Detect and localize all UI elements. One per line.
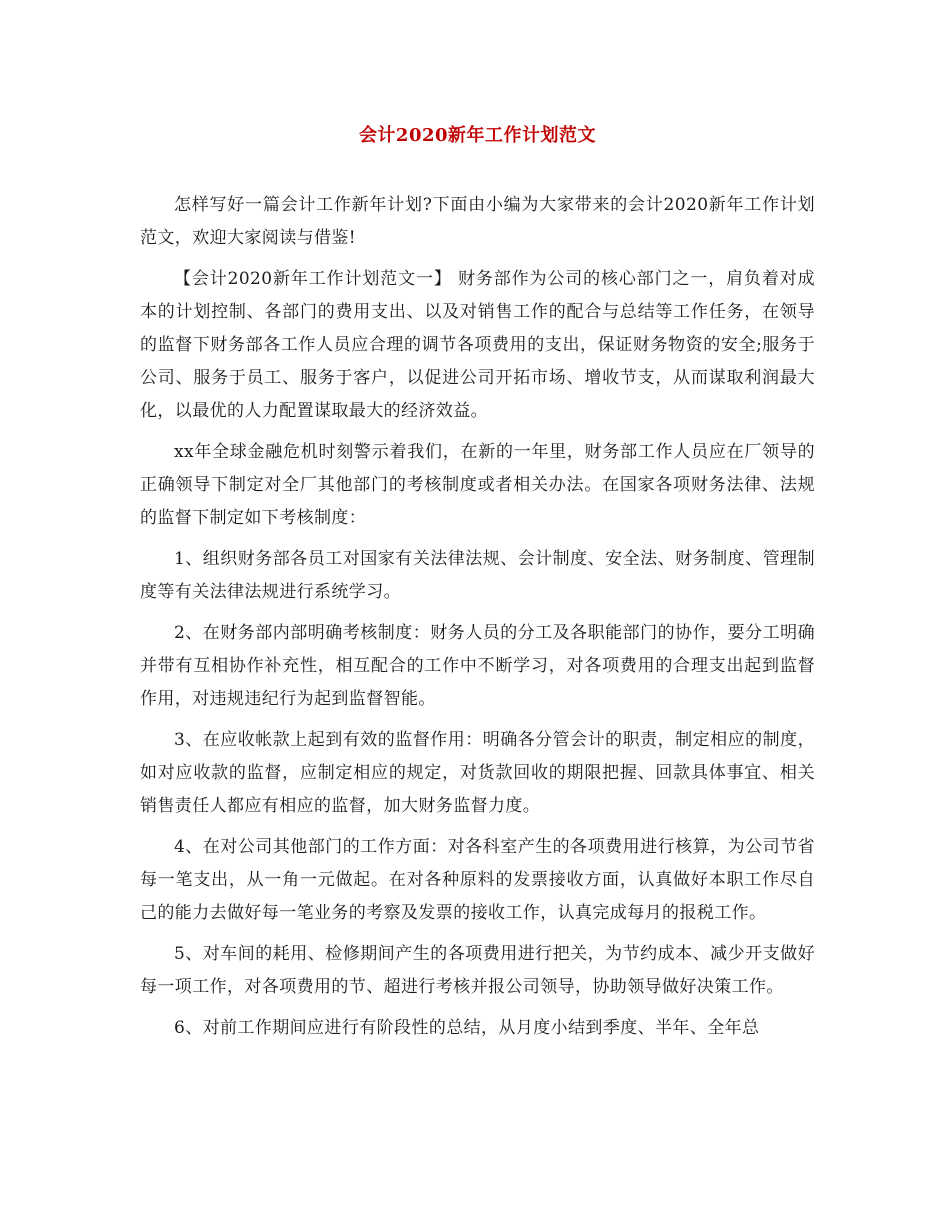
body-paragraph-item-3: 3、在应收帐款上起到有效的监督作用：明确各分管会计的职责，制定相应的制度，如对应收款的监督，应制定相应的规定，对货款回收的期限把握、回款具体事宜、相关销售责任人都应有相应的监督，加大财务监督力度。 <box>140 730 815 816</box>
intro-paragraph: 怎样写好一篇会计工作新年计划?下面由小编为大家带来的会计2020新年工作计划范文，欢迎大家阅读与借鉴! <box>140 195 815 248</box>
body-paragraph-item-5: 5、对车间的耗用、检修期间产生的各项费用进行把关，为节约成本、减少开支做好每一项工作，对各项费用的节、超进行考核并报公司领导，协助领导做好决策工作。 <box>140 944 815 997</box>
document-title: 会计2020新年工作计划范文 <box>358 125 597 146</box>
body-paragraph-crisis: xx年全球金融危机时刻警示着我们，在新的一年里，财务部工作人员应在厂领导的正确领导下制定对全厂其他部门的考核制度或者相关办法。在国家各项财务法律、法规的监督下制定如下考核制度： <box>140 442 815 528</box>
body-paragraph-item-6: 6、对前工作期间应进行有阶段性的总结，从月度小结到季度、半年、全年总 <box>174 1018 760 1038</box>
body-paragraph-item-2: 2、在财务部内部明确考核制度：财务人员的分工及各职能部门的协作，要分工明确并带有互相协作补充性，相互配合的工作中不断学习，对各项费用的合理支出起到监督作用，对违规违纪行为起到监督智能。 <box>140 623 815 709</box>
body-paragraph-item-4: 4、在对公司其他部门的工作方面：对各科室产生的各项费用进行核算，为公司节省每一笔支出，从一角一元做起。在对各种原料的发票接收方面，认真做好本职工作尽自己的能力去做好每一笔业务的考察及发票的接收工作，认真完成每月的报税工作。 <box>140 837 815 923</box>
body-paragraph-item-1: 1、组织财务部各员工对国家有关法律法规、会计制度、安全法、财务制度、管理制度等有关法律法规进行系统学习。 <box>140 549 815 602</box>
section-paragraph <box>140 263 815 428</box>
section-heading: 【会计2020新年工作计划范文一】 <box>174 269 452 289</box>
section-text: 财务部作为公司的核心部门之一，肩负着对成本的计划控制、各部门的费用支出、以及对销售工作的配合与总结等工作任务，在领导的监督下财务部各工作人员应合理的调节各项费用的支出，保证财务物资的安全;服务于公司、服务于员工、服务于客户，以促进公司开拓市场、增收节支，从而谋取利润最大化，以最优的人力配置谋取最大的经济效益。 <box>140 269 815 421</box>
